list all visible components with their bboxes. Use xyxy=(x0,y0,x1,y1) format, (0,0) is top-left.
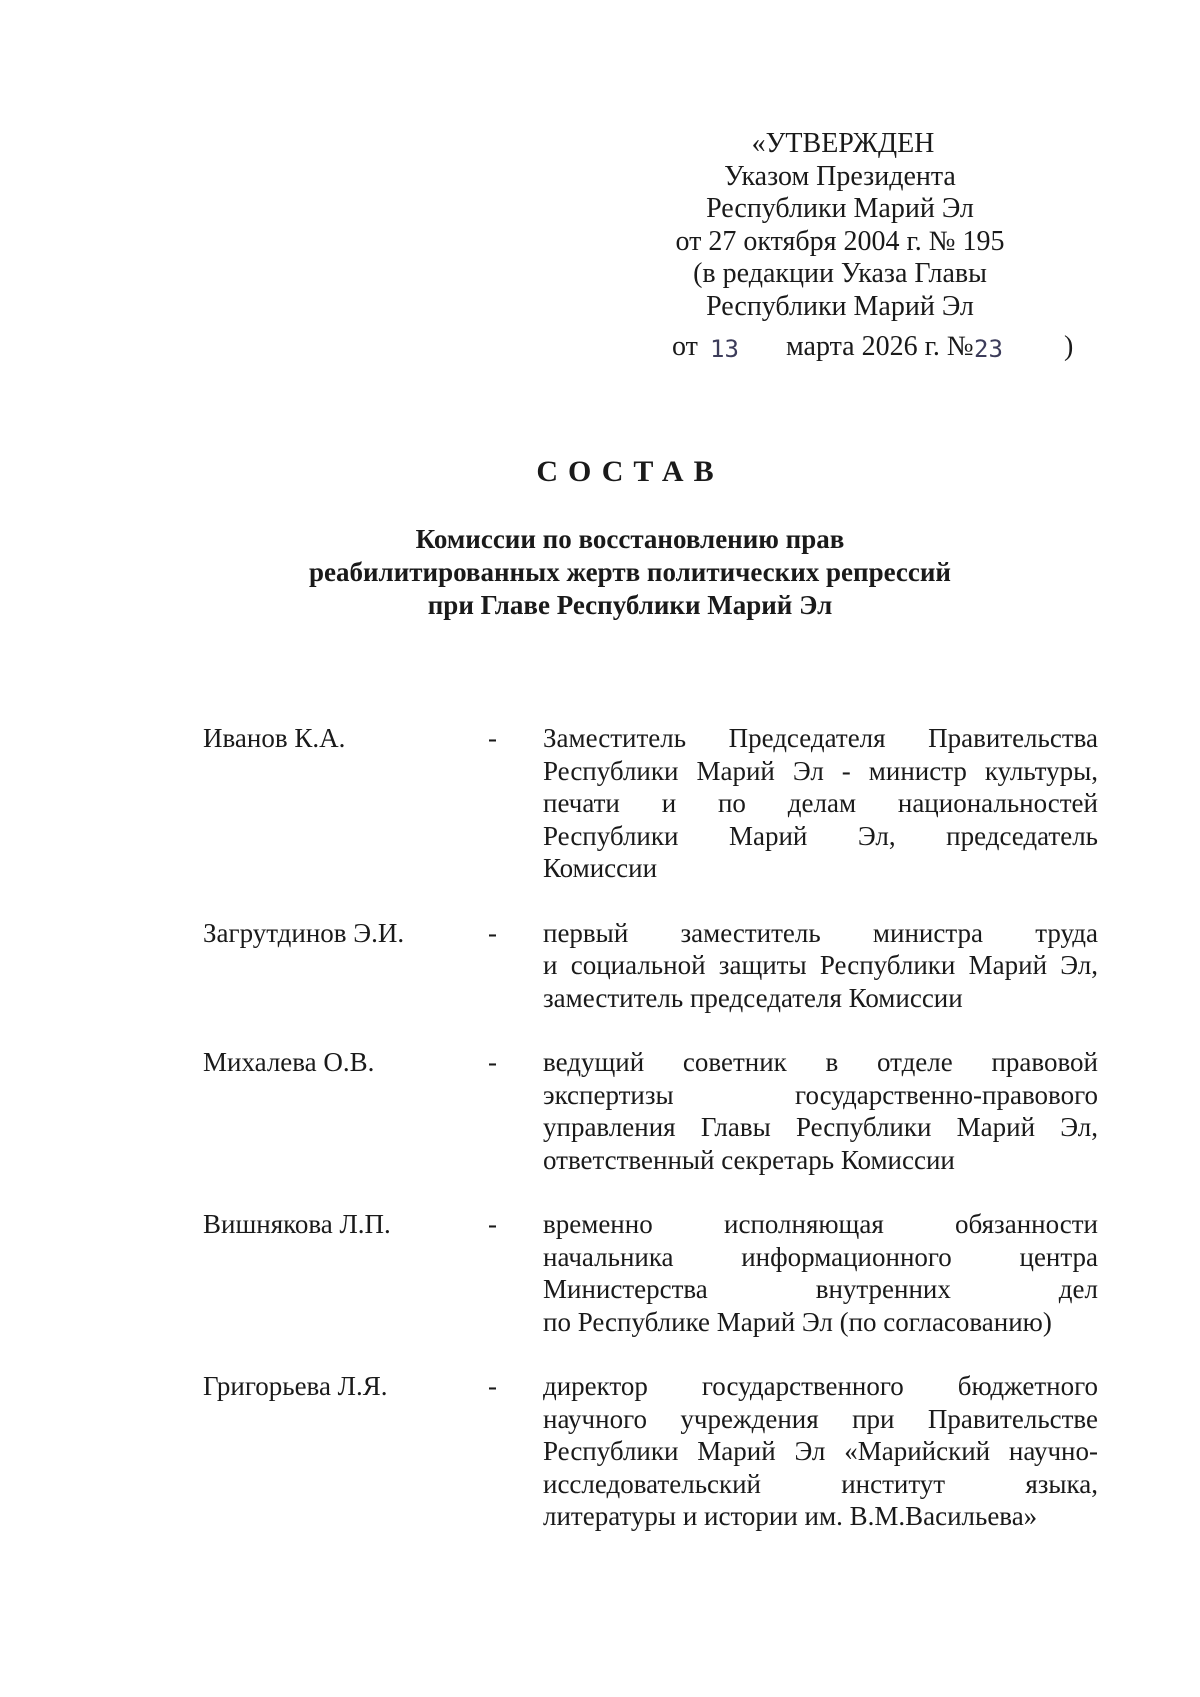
role-line: Республики Марий Эл «Марийский научно- xyxy=(543,1436,1098,1466)
member-name: Загрутдинов Э.И. xyxy=(203,917,405,948)
role-line: научного учреждения при Правительстве xyxy=(543,1403,1098,1434)
dash-separator: - xyxy=(488,1047,497,1077)
approval-line: Республики Марий Эл xyxy=(706,290,974,322)
role-line: печати и по делам национальностей xyxy=(543,788,1098,818)
subtitle-line: реабилитированных жертв политических репрессий xyxy=(309,557,951,587)
role-line: экспертизы государственно-правового xyxy=(543,1079,1098,1110)
date-month-year: марта 2026 г. № xyxy=(786,331,974,362)
member-name: Михалева О.В. xyxy=(203,1047,375,1077)
date-day-handwritten: 13 xyxy=(710,335,739,363)
document-title: СОСТАВ xyxy=(536,455,724,488)
role-line: временно исполняющая обязанности xyxy=(543,1209,1098,1239)
role-line: Республики Марий Эл, председатель xyxy=(543,820,1098,851)
member-name: Вишнякова Л.П. xyxy=(203,1209,391,1239)
role-line: Заместитель Председателя Правительства xyxy=(543,723,1098,753)
role-line: Республики Марий Эл - министр культуры, xyxy=(543,755,1098,786)
role-line: и социальной защиты Республики Марий Эл, xyxy=(543,950,1098,980)
subtitle-line: при Главе Республики Марий Эл xyxy=(427,590,833,620)
approval-line: от 27 октября 2004 г. № 195 xyxy=(675,225,1005,257)
document-subtitle xyxy=(220,523,1040,622)
member-row xyxy=(203,1046,1098,1176)
approval-line: Республики Марий Эл xyxy=(706,193,974,224)
dash-separator: - xyxy=(488,723,497,753)
role-line: начальника информационного центра xyxy=(543,1241,1098,1272)
member-row xyxy=(203,1370,1098,1533)
member-role xyxy=(543,1208,1098,1338)
member-row xyxy=(203,917,1098,1015)
role-line: по Республике Марий Эл (по согласованию) xyxy=(543,1306,1052,1337)
role-line: литературы и истории им. В.М.Васильева» xyxy=(543,1501,1038,1531)
member-role xyxy=(543,917,1098,1015)
role-line: заместитель председателя Комиссии xyxy=(543,982,963,1013)
role-line: исследовательский институт языка, xyxy=(543,1468,1098,1499)
member-row xyxy=(203,722,1098,885)
approval-line: «УТВЕРЖДЕН xyxy=(751,128,935,159)
dash-separator: - xyxy=(488,1209,497,1239)
member-row xyxy=(203,1208,1098,1338)
role-line: управления Главы Республики Марий Эл, xyxy=(543,1112,1098,1142)
member-role xyxy=(543,1370,1098,1533)
closing-paren: ) xyxy=(1064,331,1074,362)
approval-line: (в редакции Указа Главы xyxy=(693,258,987,289)
date-prefix: от xyxy=(672,331,698,362)
approval-stamp xyxy=(650,128,1030,323)
role-line: Министерства внутренних дел xyxy=(543,1274,1098,1304)
subtitle-line: Комиссии по восстановлению прав xyxy=(415,524,845,554)
members-list xyxy=(203,722,1098,1565)
approval-line: Указом Президента xyxy=(724,160,956,192)
member-name: Иванов К.А. xyxy=(203,723,346,753)
role-line: ведущий советник в отделе правовой xyxy=(543,1047,1098,1077)
role-line: директор государственного бюджетного xyxy=(543,1371,1098,1401)
member-name: Григорьева Л.Я. xyxy=(203,1371,388,1401)
role-line: первый заместитель министра труда xyxy=(543,917,1098,948)
role-line: Комиссии xyxy=(543,853,658,883)
dash-separator: - xyxy=(488,1371,497,1401)
dash-separator: - xyxy=(488,917,497,948)
member-role xyxy=(543,722,1098,885)
role-line: ответственный секретарь Комиссии xyxy=(543,1144,955,1175)
order-number-handwritten: 23 xyxy=(974,335,1003,363)
member-role xyxy=(543,1046,1098,1176)
